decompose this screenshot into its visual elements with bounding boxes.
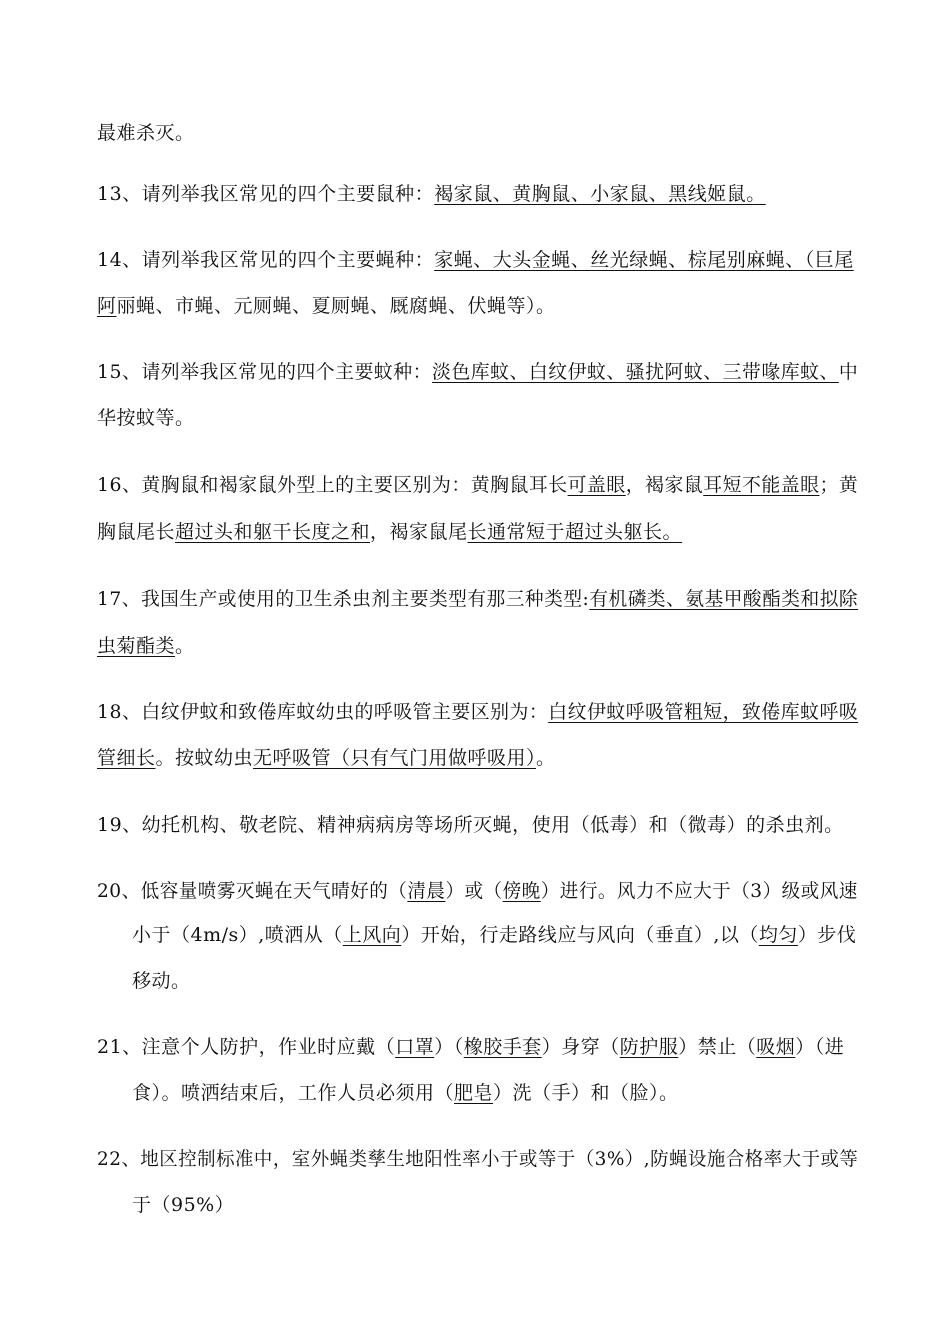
paragraph-q12-tail <box>97 121 195 145</box>
paragraph-q14-line2 <box>97 294 556 318</box>
text-run: 中 <box>838 361 859 383</box>
text-run: ）进行。风力不应大于（3）级或风速 <box>540 880 858 902</box>
text-run: 小于（4m/s）,喷洒从（ <box>132 924 343 946</box>
text-run: 18、白纹伊蚊和致倦库蚊幼虫的呼吸管主要区别为： <box>97 701 549 723</box>
text-run: 14、请列举我区常见的四个主要蝇种： <box>97 249 435 271</box>
paragraph-q14-line1 <box>97 248 854 272</box>
text-run: 22、地区控制标准中，室外蝇类孳生地阳性率小于或等于（3%）,防蝇设施合格率大于或等 <box>97 1148 859 1170</box>
text-run: 移动。 <box>132 970 191 992</box>
answer-underlined: 无呼吸管（只有气门用做呼吸用） <box>253 747 537 769</box>
text-run: ）洗（手）和（脸）。 <box>493 1082 679 1104</box>
paragraph-q18-line1 <box>97 700 858 724</box>
text-run: ）（ <box>434 1036 464 1058</box>
text-run: 华按蚊等。 <box>97 407 195 429</box>
text-run: ，褐家鼠 <box>625 474 704 496</box>
answer-underlined: 肥皂 <box>454 1082 494 1104</box>
text-run: ）或（ <box>445 880 503 902</box>
paragraph-q18-line2 <box>97 746 556 770</box>
text-run: 13、请列举我区常见的四个主要鼠种： <box>97 183 435 205</box>
paragraph-q22-line2 <box>132 1193 234 1217</box>
answer-underlined: 橡胶手套 <box>463 1036 542 1058</box>
paragraph-q15-line1 <box>97 360 858 384</box>
text-run: 食）。喷洒结束后，工作人员必须用（ <box>132 1082 455 1104</box>
answer-underlined: 淡色库蚊、白纹伊蚊、骚扰阿蚊、三带喙库蚊、 <box>431 361 839 383</box>
text-run: ；黄 <box>819 474 859 496</box>
answer-underlined: 管细长 <box>97 747 156 769</box>
answer-underlined: 防护服 <box>619 1036 679 1058</box>
answer-underlined: 有机磷类、氨基甲酸酯类和拟除 <box>589 588 859 610</box>
text-run: 。 <box>175 635 195 657</box>
paragraph-q20-line1 <box>97 879 858 903</box>
answer-underlined: 超过头和躯干长度之和 <box>175 521 371 543</box>
text-run: ）禁止（ <box>678 1036 757 1058</box>
text-run: 。按蚊幼虫 <box>155 747 254 769</box>
paragraph-q22-line1 <box>97 1147 858 1171</box>
paragraph-q17-line1 <box>97 587 858 611</box>
text-run: 21、注意个人防护，作业时应戴（ <box>97 1036 396 1058</box>
answer-underlined: 口罩 <box>395 1036 435 1058</box>
paragraph-q15-line2 <box>97 406 195 430</box>
text-run: ）步伐 <box>797 924 857 946</box>
answer-underlined: 吸烟 <box>756 1036 796 1058</box>
answer-underlined: 阿 <box>97 295 117 317</box>
answer-underlined: 可盖眼 <box>567 474 626 496</box>
text-run: 20、低容量喷雾灭蝇在天气晴好的（ <box>97 880 408 902</box>
text-run: ）身穿（ <box>541 1036 620 1058</box>
paragraph-q17-line2 <box>97 634 195 658</box>
text-run: 。 <box>536 747 556 769</box>
text-run: ）开始，行走路线应与风向（垂直）,以（ <box>401 924 759 946</box>
answer-underlined: 家蝇、大头金蝇、丝光绿蝇、棕尾别麻蝇、（巨尾 <box>434 249 854 271</box>
text-run: 15、请列举我区常见的四个主要蚊种： <box>97 361 432 383</box>
paragraph-q16-line2 <box>97 520 682 544</box>
answer-underlined: 均匀 <box>758 924 798 946</box>
paragraph-q21-line2 <box>132 1081 679 1105</box>
answer-underlined: 上风向 <box>342 924 402 946</box>
answer-underlined: 耳短不能盖眼 <box>703 474 820 496</box>
text-run: 胸鼠尾长 <box>97 521 176 543</box>
paragraph-q21-line1 <box>97 1035 844 1059</box>
text-run: 19、幼托机构、敬老院、精神病病房等场所灭蝇，使用（低毒）和（微毒）的杀虫剂。 <box>97 814 844 836</box>
answer-underlined: 傍晚 <box>502 880 541 902</box>
answer-underlined: 褐家鼠、黄胸鼠、小家鼠、黑线姬鼠。 <box>434 183 766 205</box>
text-run: 17、我国生产或使用的卫生杀虫剂主要类型有那三种类型: <box>97 588 590 610</box>
text-run: 最难杀灭。 <box>97 122 195 144</box>
paragraph-q16-line1 <box>97 473 858 497</box>
text-run: 16、黄胸鼠和褐家鼠外型上的主要区别为：黄胸鼠耳长 <box>97 474 568 496</box>
answer-underlined: 虫菊酯类 <box>97 635 176 657</box>
answer-underlined: 长通常短于超过头躯长。 <box>467 521 683 543</box>
paragraph-q20-line3 <box>132 969 191 993</box>
text-run: 丽蝇、市蝇、元厕蝇、夏厕蝇、厩腐蝇、伏蝇等）。 <box>116 295 556 317</box>
text-run: 于（95%） <box>132 1194 235 1216</box>
answer-underlined: 白纹伊蚊呼吸管粗短，致倦库蚊呼吸 <box>548 701 859 723</box>
paragraph-q19 <box>97 813 844 837</box>
paragraph-q20-line2 <box>132 923 856 947</box>
answer-underlined: 清晨 <box>407 880 446 902</box>
text-run: ，褐家鼠尾 <box>370 521 468 543</box>
paragraph-q13 <box>97 182 766 206</box>
text-run: ）（进 <box>795 1036 845 1058</box>
